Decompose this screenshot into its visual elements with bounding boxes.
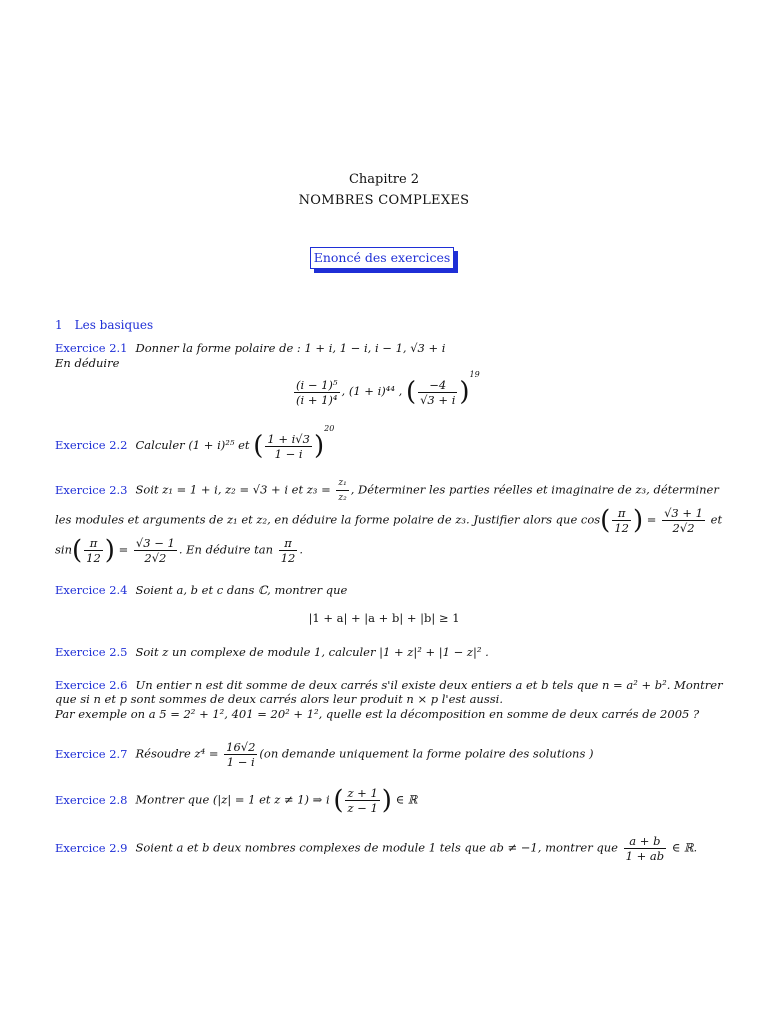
fraction: $\frac{√3 - 1}{2√2}$ <box>135 536 175 565</box>
exercise-label: Exercice 2.1 <box>55 341 128 355</box>
chapter-title: NOMBRES COMPLEXES <box>298 193 470 208</box>
section-title: Les basiques <box>74 318 154 332</box>
fraction: $\frac{√3 + 1}{2√2}$ <box>664 506 703 535</box>
exercise-text: Un entier n est dit somme de deux carrés s'il existe deux entiers a et b tels que n = a² + b². Montrer <box>135 678 723 692</box>
exercise-label: Exercice 2.7 <box>55 746 128 761</box>
exercise-text: Calculer (1 + i)²⁵ et <box>135 438 250 452</box>
chapter-label: Chapitre 2 <box>348 172 420 187</box>
exercises-heading-box: Enoncé des exercices <box>310 247 454 269</box>
exercise-text: Montrer que (|z| = 1 et z ≠ 1) ⇒ i <box>135 792 330 807</box>
exercise-2-4 <box>55 583 347 597</box>
exercise-label: Exercice 2.4 <box>55 583 128 597</box>
exercise-2-6-line2: que si n et p sont sommes de deux carrés alors leur produit n × p l'est aussi. <box>55 692 503 706</box>
exercise-text: les modules et arguments de z₁ et z₂, en déduire la forme polaire de z₃. Justifier alors que cos <box>55 512 601 527</box>
exercise-text: . En déduire tan <box>178 542 274 557</box>
exercise-text: ∈ ℝ. <box>671 840 698 855</box>
exercise-2-9 <box>55 834 697 863</box>
exercise-text: Donner la forme polaire de : 1 + i, 1 − i, i − 1, √3 + i <box>135 341 446 355</box>
fraction: $\frac{\text{z₁}}{\text{z₂}}$ <box>338 478 347 503</box>
exponent: 20 <box>324 424 335 433</box>
exercise-2-2: Exercice 2.2 Calculer (1 + i)²⁵ et ( $\frac{1 + i√3}{1 - i}$ )$^{20}$ <box>55 424 335 461</box>
exercise-text: et <box>710 512 723 527</box>
exercise-text: Résoudre z⁴ = <box>135 746 219 761</box>
exercise-label: Exercice 2.8 <box>55 792 128 807</box>
exercise-label: Exercice 2.6 <box>55 678 128 692</box>
exercise-2-8: Exercice 2.8 Montrer que (|z| = 1 et z ≠ 1) ⇒ i ( $\frac{z + 1}{z - 1}$ ) ∈ ℝ <box>55 785 418 816</box>
exercise-2-3-line1 <box>55 476 719 505</box>
exercise-2-1-formula: $\frac{\text{(i − 1)⁵}}{\text{(i + 1)⁴}}$ , (1 + i)⁴⁴ , ( $\frac{-4}{√3 + i}$ )$^{19}$ <box>296 370 480 407</box>
fraction: $\frac{\text{(i − 1)⁵}}{\text{(i + 1)⁴}}$ <box>296 377 338 407</box>
section-heading <box>55 318 165 332</box>
fraction: $\frac{16√2}{1 - i}$ <box>226 740 256 769</box>
fraction: $\frac{\pi}{12}$ <box>280 536 296 565</box>
exercise-label: Exercice 2.3 <box>55 482 128 497</box>
equals: = <box>118 542 129 557</box>
fraction: $\frac{1 + i√3}{1 - i}$ <box>267 431 310 461</box>
exercise-text: sin <box>55 542 72 557</box>
fraction: $\frac{z + 1}{z - 1}$ <box>347 786 378 815</box>
equals: = <box>646 512 657 527</box>
exercise-2-5 <box>55 645 489 659</box>
fraction: $\frac{\pi}{12}$ <box>86 536 101 565</box>
exercise-2-1-deduce: En déduire <box>55 356 120 370</box>
exercise-text: (on demande uniquement la forme polaire des solutions ) <box>259 746 594 761</box>
exercise-text: ∈ ℝ <box>395 792 418 807</box>
exercise-2-7 <box>55 740 594 769</box>
exponent: 19 <box>469 370 480 379</box>
exercise-label: Exercice 2.5 <box>55 645 128 659</box>
exercise-text: Soient a, b et c dans ℂ, montrer que <box>135 583 348 597</box>
exercise-text: Soit z un complexe de module 1, calculer |1 + z|² + |1 − z|² . <box>135 645 489 659</box>
formula-middle: , (1 + i)⁴⁴ , <box>341 384 406 398</box>
exercise-label: Exercice 2.9 <box>55 840 128 855</box>
exercise-text: Soient a et b deux nombres complexes de module 1 tels que ab ≠ −1, montrer que <box>135 840 618 855</box>
fraction: $\frac{\pi}{12}$ <box>614 506 629 535</box>
exercise-2-3-line2: les modules et arguments de z₁ et z₂, en déduire la forme polaire de z₃. Justifier alors que cos( $\frac{\pi}{12}$ ) = $\frac{√3 + 1}{2√2}$ et <box>55 505 723 536</box>
exercise-2-3-line3: sin( $\frac{\pi}{12}$ ) = $\frac{√3 - 1}{2√2}$ . En déduire tan $\frac{\pi}{12}$ . <box>55 535 304 566</box>
exercise-text: Soit z₁ = 1 + i, z₂ = √3 + i et z₃ = <box>135 482 331 497</box>
exercise-2-4-formula: |1 + a| + |a + b| + |b| ≥ 1 <box>308 611 460 625</box>
exercise-2-1 <box>55 341 445 355</box>
fraction: $\frac{a + b}{1 + ab}$ <box>625 834 665 863</box>
exercise-text: , Déterminer les parties réelles et imaginaire de z₃, déterminer <box>350 482 719 497</box>
exercise-label: Exercice 2.2 <box>55 438 128 452</box>
exercise-2-6-line3: Par exemple on a 5 = 2² + 1², 401 = 20² + 1², quelle est la décomposition en somme de deux carrés de 2005 ? <box>55 707 700 721</box>
fraction: $\frac{-4}{√3 + i}$ <box>420 377 456 407</box>
section-number: 1 <box>55 318 63 332</box>
exercise-text: . <box>299 542 304 557</box>
exercise-2-6-line1 <box>55 678 723 692</box>
